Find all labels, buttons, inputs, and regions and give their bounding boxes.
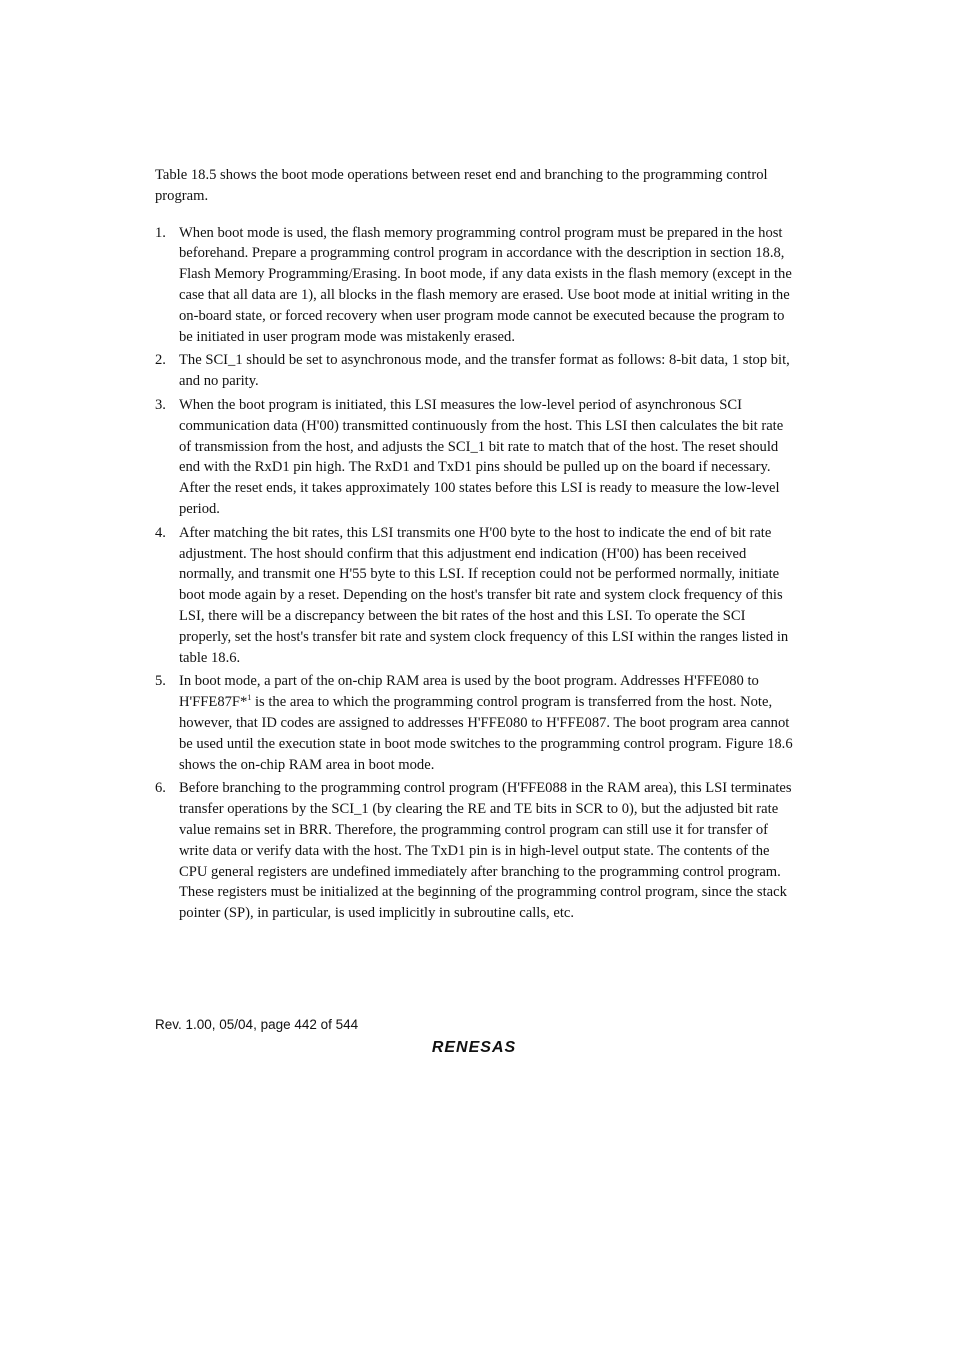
intro-paragraph: Table 18.5 shows the boot mode operations between reset end and branching to the programming control program. <box>155 167 768 204</box>
list-item <box>155 350 795 392</box>
body-text <box>155 165 795 927</box>
page-footer-info: Rev. 1.00, 05/04, page 442 of 544 <box>155 1017 359 1032</box>
list-item-text: The SCI_1 should be set to asynchronous mode, and the transfer format as follows: 8-bit data, 1 stop bit, and no parity. <box>179 352 790 390</box>
list-item <box>155 395 795 520</box>
list-number: 3. <box>155 396 166 413</box>
list-item-text-before-footnote: In boot mode, a part of the on-chip RAM area is used by the boot program. Addresses H'FFE080 to H'FFE87F* <box>179 673 759 711</box>
list-item-text <box>179 673 793 772</box>
list-item-text: Before branching to the programming control program (H'FFE088 in the RAM area), this LSI terminates transfer operations by the SCI_1 (by clearing the RE and TE bits in SCR to 0), but the adjusted bit rate value remains set in BRR. Therefore, the programming control program can still use it for transfer of write data or verify data with the host. The TxD1 pin is in high-level output state. The contents of the CPU general registers are undefined immediately after branching to the programming control program. These registers must be initialized at the beginning of the programming control program, since the stack pointer (SP), in particular, is used implicitly in subroutine calls, etc. <box>179 780 792 922</box>
list-number: 1. <box>155 224 166 241</box>
list-number: 2. <box>155 352 166 369</box>
list-item <box>155 778 795 924</box>
logo-text: RENESAS <box>431 1039 517 1056</box>
boot-mode-steps-list <box>155 223 795 924</box>
list-number: 6. <box>155 780 166 797</box>
list-item <box>155 223 795 348</box>
list-number: 5. <box>155 673 166 690</box>
footnote-marker: 1 <box>247 693 252 703</box>
list-item <box>155 523 795 669</box>
list-item-text-after-footnote: is the area to which the programming control program is transferred from the host. Note, however, that ID codes are assigned to addresses H'FFE080 to H'FFE087. The boot program area cannot be used until the execution state in boot mode switches to the programming control program. Figure 18.6 shows the on-chip RAM area in boot mode. <box>179 694 793 773</box>
list-item <box>155 671 795 775</box>
list-item-text: When the boot program is initiated, this LSI measures the low-level period of asynchronous SCI communication data (H'00) transmitted continuously from the host. This LSI then calculates the bit rate of transmission from the host, and adjusts the SCI_1 bit rate to match that of the host. The reset should end with the RxD1 pin high. The RxD1 and TxD1 pins should be pulled up on the board if necessary. After the reset ends, it takes approximately 100 states before this LSI is ready to measure the low-level period. <box>179 396 784 517</box>
list-item-text: After matching the bit rates, this LSI transmits one H'00 byte to the host to indicate the end of bit rate adjustment. The host should confirm that this adjustment end indication (H'00) has been received normally, and transmit one H'55 byte to this LSI. If reception could not be performed normally, initiate boot mode again by a reset. Depending on the host's transfer bit rate and system clock frequency of this LSI, there will be a discrepancy between the bit rates of the host and this LSI. To operate the SCI properly, set the host's transfer bit rate and system clock frequency of this LSI within the ranges listed in table 18.6. <box>179 524 789 666</box>
renesas-logo <box>413 1036 535 1056</box>
list-number: 4. <box>155 524 166 541</box>
list-item-text: When boot mode is used, the flash memory programming control program must be prepared in the host beforehand. Prepare a programming control program in accordance with the description in section 18.8, Flash Memory Programming/Erasing. In boot mode, if any data exists in the flash memory (except in the case that all data are 1), all blocks in the flash memory are erased. Use boot mode at initial writing in the on-board state, or forced recovery when user program mode cannot be executed because the program to be initiated in user program mode was mistakenly erased. <box>179 224 792 345</box>
